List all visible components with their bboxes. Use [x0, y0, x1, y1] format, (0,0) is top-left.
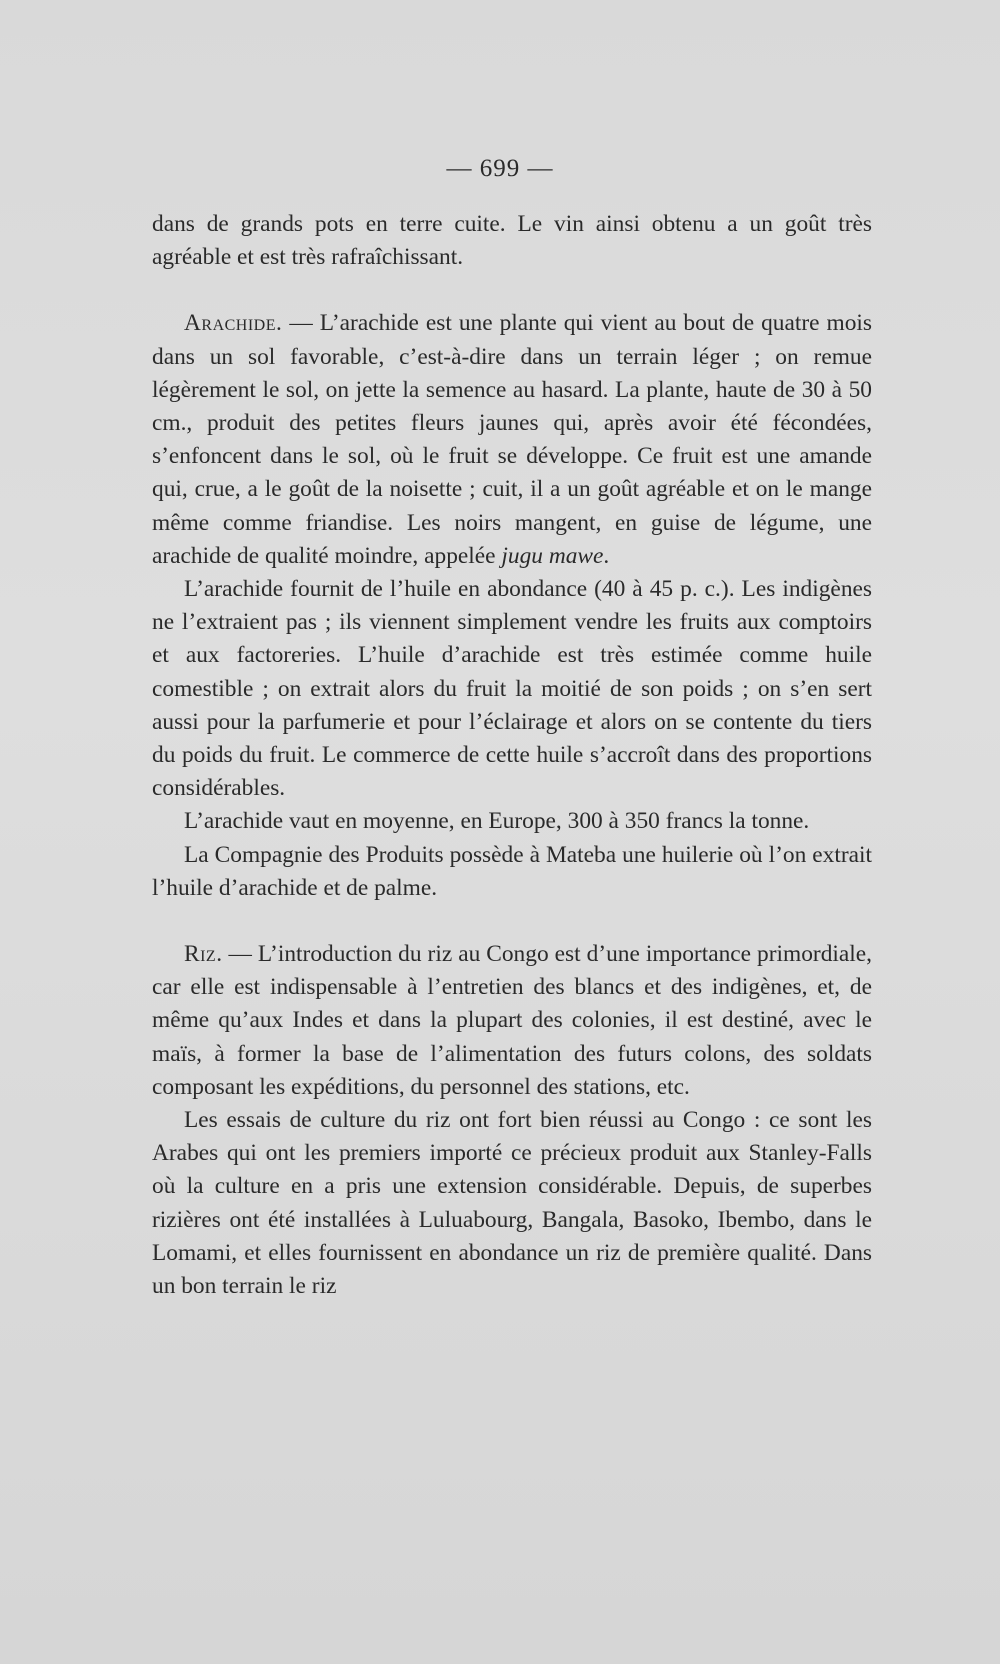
paragraph-huile: L’arachide fournit de l’huile en abondance (40 à 45 p. c.). Les indigènes ne l’extraient pas ; ils viennent simplement vendre les fruits aux comptoirs et aux factoreries. L’huile d’arachide est très estimée comme huile comestible ; on extrait alors du fruit la moitié de son poids ; on s’en sert aussi pour la parfumerie et pour l’éclairage et alors on se contente du tiers du poids du fruit. Le commerce de cette huile s’accroît dans des proportions considérables. — [152, 576, 872, 802]
body-text — [152, 208, 872, 1303]
paragraph-essais: Les essais de culture du riz ont fort bien réussi au Congo : ce sont les Arabes qui ont les premiers importé ce précieux produit aux Stanley-Falls où la culture en a pris une extension considérable. Depuis, de superbes rizières ont été installées à Luluabourg, Bangala, Basoko, Ibembo, dans le Lomami, et elles fournissent en abondance un riz de première qualité. Dans un bon terrain le riz — [152, 1107, 872, 1300]
arachide-text-end: . — [603, 542, 610, 569]
section-gap — [152, 274, 872, 307]
section-gap — [152, 905, 872, 938]
paragraph-riz — [152, 938, 872, 1104]
section-heading-riz: Riz. — [184, 941, 223, 968]
paragraph-continuation: dans de grands pots en terre cuite. Le vin ainsi obtenu a un goût très agréable et est très rafraîchissant. — [152, 211, 872, 271]
arachide-text: — L’arachide est une plante qui vient au bout de quatre mois dans un sol favorable, c’est-à-dire dans un terrain léger ; on remue légèrement le sol, on jette la semence au hasard. La plante, haute de 30 à 50 cm., produit des petites fleurs jaunes qui, après avoir été fécondées, s’enfoncent dans le sol, où le fruit se développe. Ce fruit est une amande qui, crue, a le goût de la noisette ; cuit, il a un goût agréable et on le mange même comme friandise. Les noirs mangent, en guise de légume, une arachide de qualité moindre, appelée — [152, 310, 872, 569]
italic-term: jugu mawe — [501, 542, 604, 569]
page-number: — 699 — — [446, 155, 554, 182]
paragraph-compagnie: La Compagnie des Produits possède à Mateba une huilerie où l’on extrait l’huile d’arachide et de palme. — [152, 841, 872, 901]
section-heading-arachide: Arachide. — [184, 310, 283, 337]
riz-text: — L’introduction du riz au Congo est d’une importance primordiale, car elle est indispensable à l’entretien des blancs et des indigènes, et, de même qu’aux Indes et dans la plupart des colonies, il est destiné, avec le maïs, à former la base de l’alimentation des futurs colons, des soldats composant les expéditions, du personnel des stations, etc. — [152, 941, 872, 1100]
paragraph-arachide — [152, 307, 872, 573]
paragraph-prix: L’arachide vaut en moyenne, en Europe, 300 à 350 francs la tonne. — [184, 808, 810, 835]
